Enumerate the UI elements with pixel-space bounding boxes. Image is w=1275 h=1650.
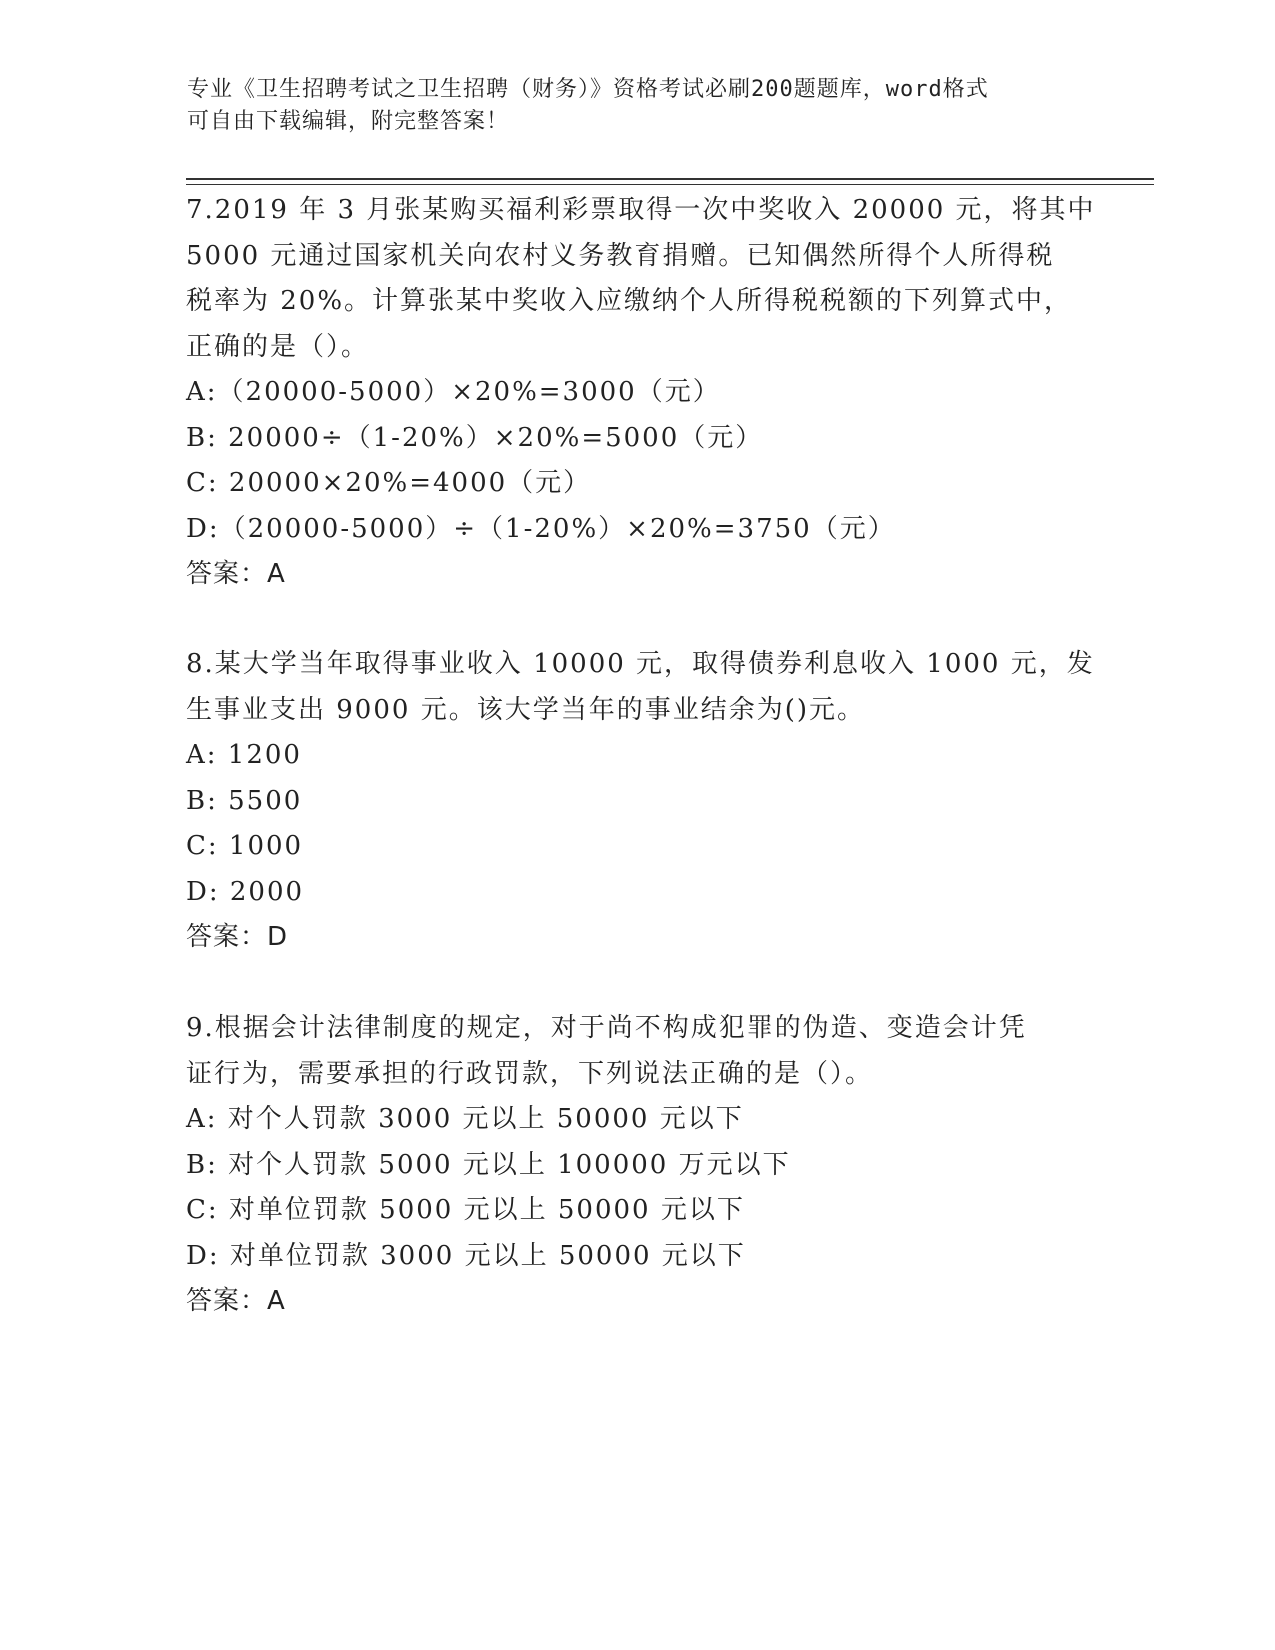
question-7 bbox=[186, 188, 1096, 598]
question-stem-line: 5000 元通过国家机关向农村义务教育捐赠。已知偶然所得个人所得税 bbox=[186, 240, 1055, 271]
question-stem-line: 8.某大学当年取得事业收入 10000 元，取得债券利息收入 1000 元，发 bbox=[186, 649, 1095, 679]
option-d: D:（20000-5000）÷（1-20%）×20%=3750（元） bbox=[186, 513, 896, 544]
option-d: D: 对单位罚款 3000 元以上 50000 元以下 bbox=[186, 1240, 746, 1271]
question-stem-line: 生事业支出 9000 元。该大学当年的事业结余为()元。 bbox=[186, 694, 865, 725]
option-c: C: 对单位罚款 5000 元以上 50000 元以下 bbox=[186, 1195, 745, 1225]
question-8 bbox=[186, 642, 1095, 961]
question-stem-line: 7.2019 年 3 月张某购买福利彩票取得一次中奖收入 20000 元，将其中 bbox=[186, 195, 1096, 225]
option-d: D: 2000 bbox=[186, 876, 305, 907]
question-stem-line: 证行为，需要承担的行政罚款，下列说法正确的是（）。 bbox=[186, 1058, 874, 1089]
answer-label: 答案：D bbox=[186, 922, 289, 952]
header-divider-thin bbox=[186, 184, 1154, 185]
option-c: C: 20000×20%=4000（元） bbox=[186, 468, 592, 498]
header-line-2: 可自由下载编辑，附完整答案！ bbox=[187, 109, 510, 134]
question-stem-line: 税率为 20%。计算张某中奖收入应缴纳个人所得税税额的下列算式中， bbox=[186, 286, 1073, 316]
option-a: A: 对个人罚款 3000 元以上 50000 元以下 bbox=[186, 1104, 744, 1134]
document-header bbox=[187, 74, 1087, 138]
question-stem-line: 正确的是（）。 bbox=[186, 331, 370, 362]
answer-label: 答案：A bbox=[186, 1286, 286, 1316]
option-a: A: 1200 bbox=[186, 740, 302, 770]
question-9 bbox=[186, 1006, 1086, 1325]
option-b: B: 5500 bbox=[186, 785, 303, 816]
option-a: A:（20000-5000）×20%=3000（元） bbox=[186, 377, 721, 407]
question-stem-line: 9.根据会计法律制度的规定，对于尚不构成犯罪的伪造、变造会计凭 bbox=[186, 1013, 1027, 1043]
option-b: B: 对个人罚款 5000 元以上 100000 万元以下 bbox=[186, 1149, 791, 1180]
option-c: C: 1000 bbox=[186, 831, 304, 861]
option-b: B: 20000÷（1-20%）×20%=5000（元） bbox=[186, 422, 764, 453]
header-line-1: 专业《卫生招聘考试之卫生招聘（财务）》资格考试必刷200题题库，word格式 bbox=[187, 77, 989, 102]
answer-label: 答案：A bbox=[186, 559, 286, 589]
header-divider-thick bbox=[186, 178, 1154, 180]
